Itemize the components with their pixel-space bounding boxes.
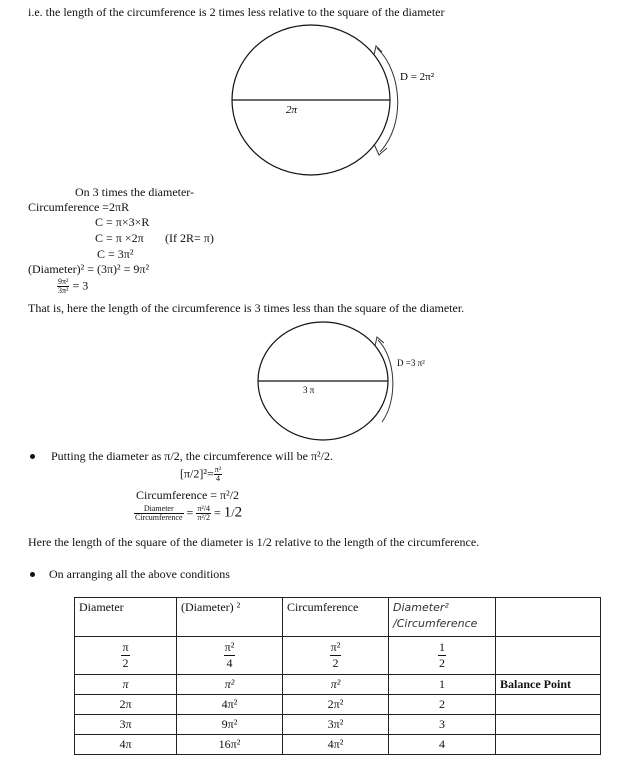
d-label-2: D =3 π² (397, 358, 425, 368)
table-row (75, 715, 601, 735)
table-cell: 9π² (177, 715, 283, 735)
half-squared-fraction (214, 466, 222, 483)
header-blank (496, 598, 601, 637)
cell-den: 4 (226, 656, 233, 670)
cell-num: π² (224, 640, 235, 654)
table-cell: 3 (389, 715, 496, 735)
cell-dsq-half (224, 640, 236, 671)
table-row (75, 695, 601, 715)
table-cell: 2π (75, 695, 177, 715)
d-label-1: D = 2π² (400, 71, 434, 83)
header-diameter: Diameter (75, 598, 177, 637)
equation-1: C = π×3×R (95, 215, 150, 229)
bullet-dot-2 (30, 572, 35, 577)
diameter-over-circumference (134, 505, 184, 522)
diameter-label-1: 2π (286, 104, 298, 116)
table-cell: π² (283, 675, 389, 695)
table-row (75, 637, 601, 675)
ratio-value: = 3 (72, 278, 89, 293)
cell-num: π² (330, 640, 341, 654)
cell-blank (496, 637, 601, 675)
diameter-squared: (Diameter)² = (3π)² = 9π² (28, 262, 150, 276)
section-title: On 3 times the diameter- (75, 185, 195, 199)
table-row (75, 735, 601, 755)
half-squared-left: [π/2]²= (180, 466, 214, 481)
ratio-denominator: 3π² (58, 286, 69, 295)
table-cell: π (75, 675, 177, 695)
equation-2: C = π ×2π (95, 231, 144, 245)
balance-point-label: Balance Point (496, 675, 601, 695)
table-cell: 4π² (283, 735, 389, 755)
intro-line: i.e. the length of the circumference is 2 times less relative to the square of the diameter (28, 5, 445, 19)
bullet-text-2: On arranging all the above conditions (49, 567, 230, 581)
table-header-row (75, 598, 601, 637)
table-row (75, 675, 601, 695)
half-squared-den: 4 (215, 474, 220, 483)
cell-num: 1 (439, 640, 445, 654)
table-cell: 1 (389, 675, 496, 695)
cell-den: 2 (439, 656, 445, 670)
cell-den: 2 (332, 656, 339, 670)
table-cell: 2 (389, 695, 496, 715)
header-diameter-squared: (Diameter) ² (177, 598, 283, 637)
header-ratio-top: Diameter² (393, 601, 449, 614)
cell-circ-half (330, 640, 342, 671)
table-cell (496, 715, 601, 735)
table-cell: 4 (389, 735, 496, 755)
header-ratio-bottom: /Circumference (393, 616, 478, 630)
header-circumference: Circumference (283, 598, 389, 637)
result-one: 1 (223, 504, 232, 521)
table-cell (496, 695, 601, 715)
table-cell (496, 735, 601, 755)
bullet-dot-1 (30, 454, 35, 459)
mid-den: π²/2 (197, 513, 210, 522)
bullet-text-1: Putting the diameter as π/2, the circumference will be π²/2. (51, 449, 333, 463)
table-cell: 4π (75, 735, 177, 755)
table-cell: 3π (75, 715, 177, 735)
equation-3: C = 3π² (97, 247, 134, 261)
circumference-half: Circumference = π²/2 (136, 488, 240, 502)
cell-diameter-half (121, 640, 129, 671)
table-cell: π² (177, 675, 283, 695)
conclusion-half: Here the length of the square of the diameter is 1/2 relative to the length of the circumference. (28, 535, 480, 549)
frac-diameter: Diameter (134, 505, 184, 514)
conclusion-3: That is, here the length of the circumference is 3 times less than the square of the diameter. (28, 301, 465, 315)
equation-note: (If 2R= π) (165, 231, 214, 245)
table-cell: 4π² (177, 695, 283, 715)
cell-ratio-half (438, 640, 446, 671)
ratio-half-equation: $\frac{\text{Diameter}}{\text{Circumference}}$ = $\frac{\text{π²/4}}{\text{π²/2}}$ = 1/2 (135, 504, 243, 522)
mid-num: π²/4 (197, 504, 210, 513)
summary-table (74, 597, 601, 755)
circumference-formula: Circumference =2πR (28, 200, 130, 214)
table-cell: 16π² (177, 735, 283, 755)
table-cell: 2π² (283, 695, 389, 715)
result-two: 2 (234, 504, 243, 521)
cell-num: π (122, 640, 129, 654)
header-ratio (389, 598, 496, 637)
half-squared-num: π² (214, 465, 222, 474)
ratio-numerator: 9π² (58, 277, 69, 286)
frac-circumference: Circumference (135, 513, 183, 522)
mid-fraction (196, 505, 211, 522)
cell-den: 2 (122, 656, 129, 670)
half-squared (180, 466, 222, 483)
table-cell: 3π² (283, 715, 389, 735)
diameter-label-2: 3 π (303, 385, 315, 395)
